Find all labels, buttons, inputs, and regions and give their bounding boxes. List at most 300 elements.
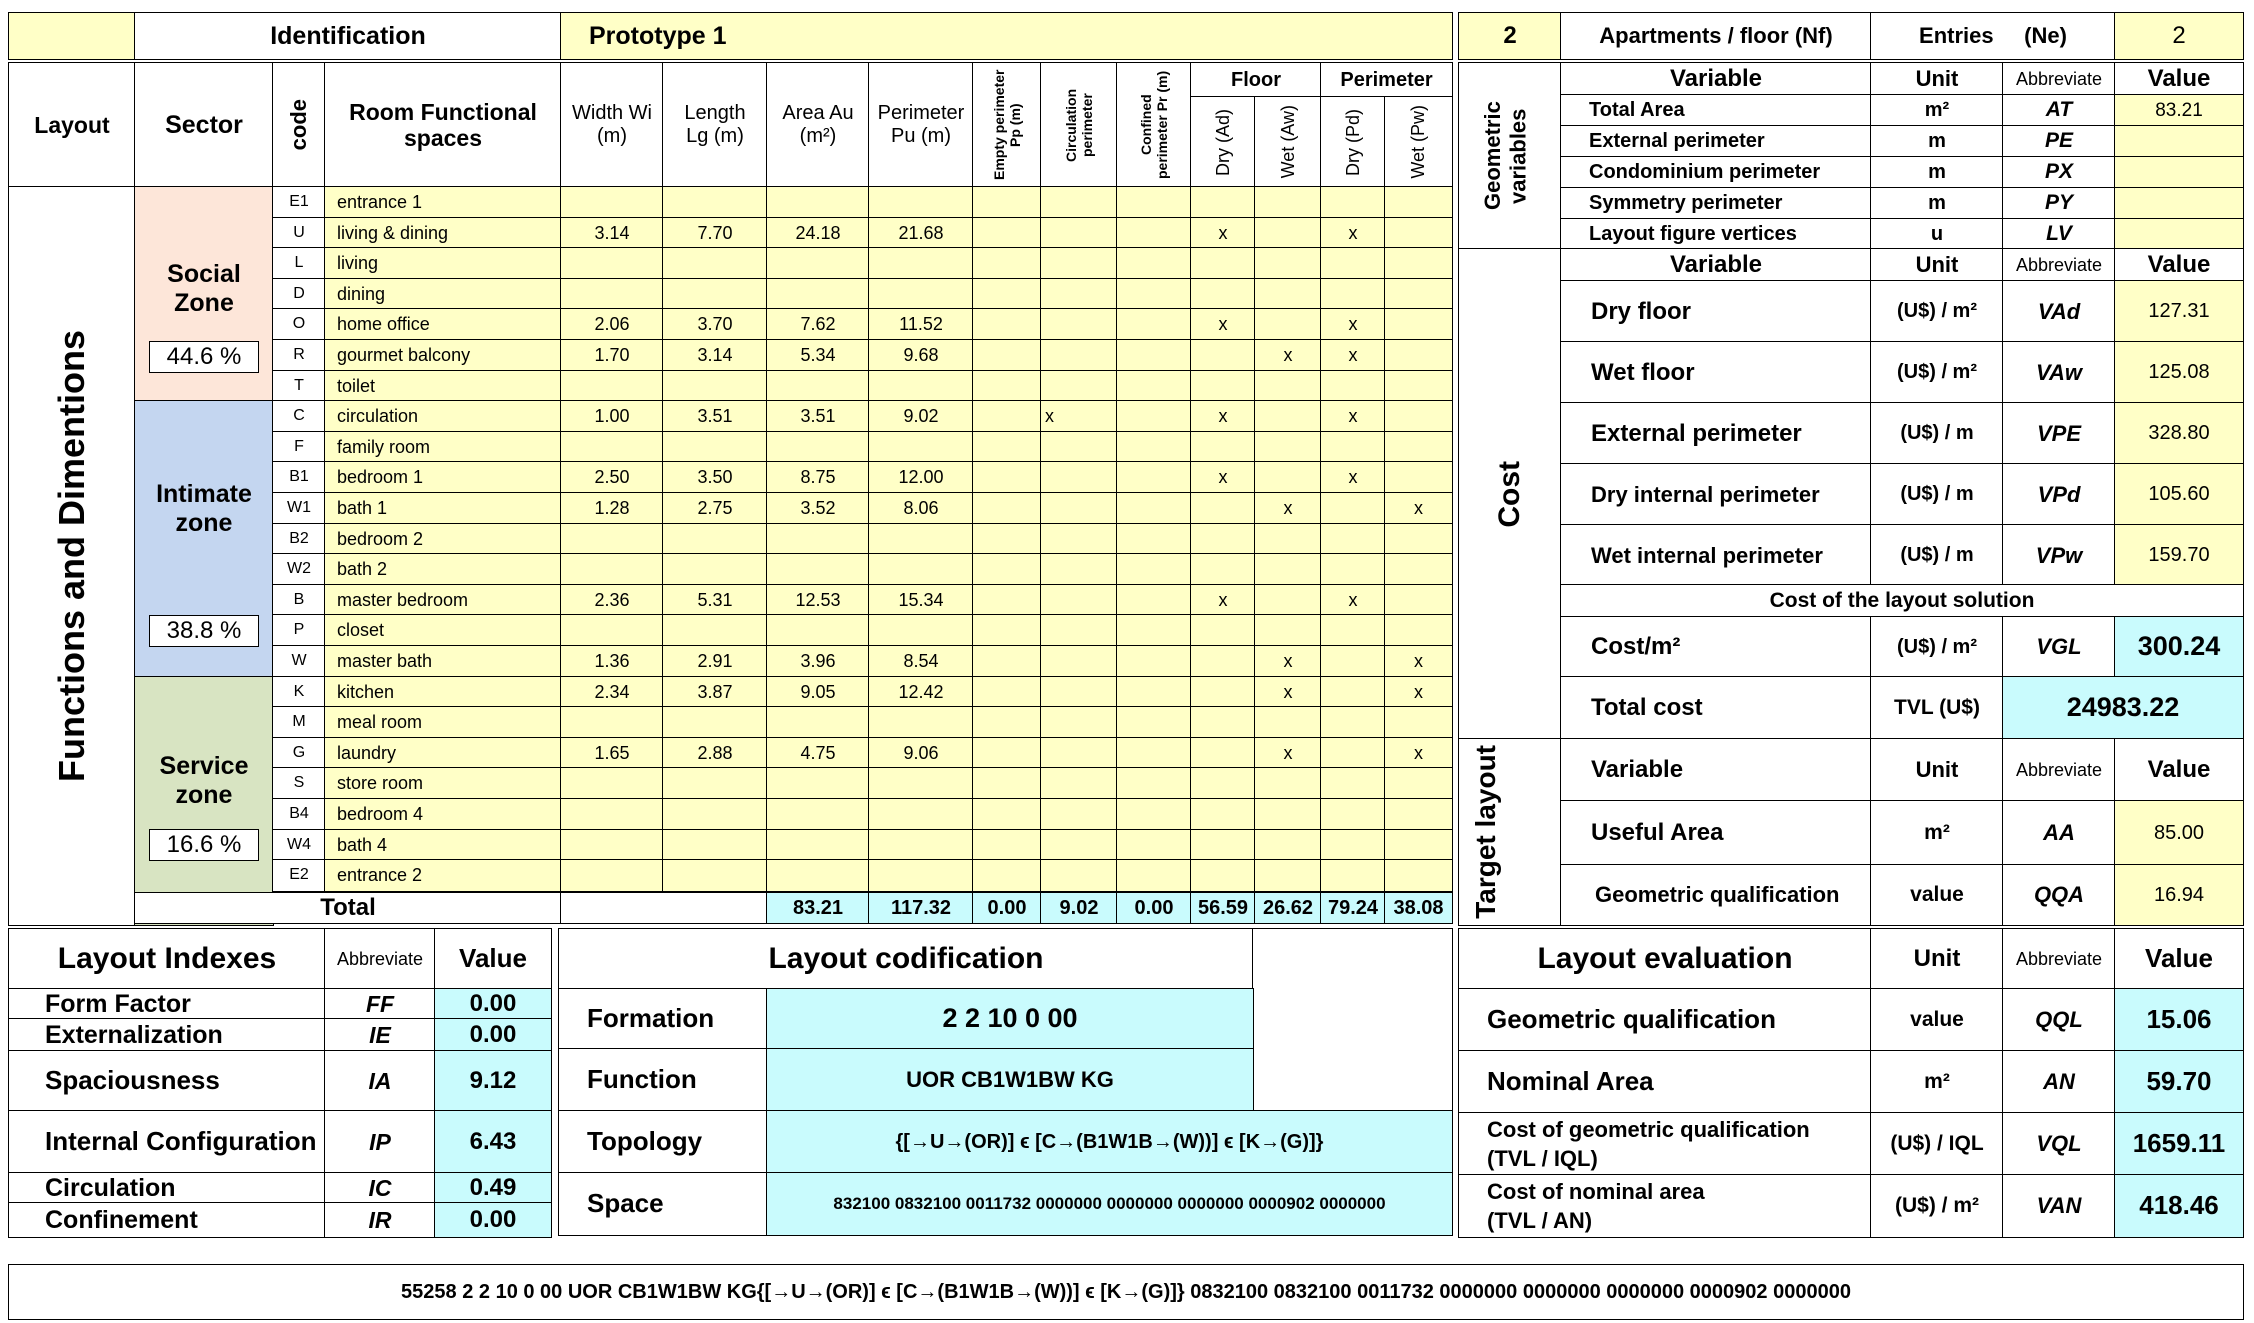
room-circulation: x	[1040, 400, 1118, 433]
room-confined	[1116, 217, 1192, 249]
geo-h-value: Value	[2114, 62, 2244, 96]
room-circulation	[1040, 492, 1118, 525]
room-confined	[1116, 523, 1192, 555]
room-name: closet	[324, 614, 562, 647]
eval-name	[1458, 988, 1872, 1052]
room-wet-aw	[1254, 400, 1322, 433]
eval-abbr: VQL	[2002, 1112, 2116, 1176]
room-dry-pd	[1320, 859, 1386, 892]
room-dry-pd	[1320, 706, 1386, 739]
room-perimeter	[868, 523, 974, 555]
index-value: 0.00	[434, 1018, 552, 1052]
total-ad: 56.59	[1190, 892, 1256, 924]
room-area	[766, 706, 870, 739]
room-length: 2.88	[662, 737, 768, 769]
room-dry-pd	[1320, 829, 1386, 861]
cost-h-abbrev: Abbreviate	[2002, 248, 2116, 282]
room-circulation	[1040, 584, 1118, 616]
index-value: 9.12	[434, 1050, 552, 1112]
total-circulation: 9.02	[1040, 892, 1118, 924]
room-dry-ad	[1190, 523, 1256, 555]
total-empty: 0.00	[972, 892, 1042, 924]
room-name: bath 4	[324, 829, 562, 861]
total-cost-name: Total cost	[1560, 676, 1872, 740]
room-wet-aw	[1254, 431, 1322, 463]
room-wet-aw	[1254, 798, 1322, 831]
geo-value: 83.21	[2114, 94, 2244, 127]
room-code: B1	[272, 461, 326, 494]
room-area: 24.18	[766, 217, 870, 249]
cost-name: Dry internal perimeter	[1560, 463, 1872, 526]
room-circulation	[1040, 278, 1118, 310]
room-perimeter	[868, 614, 974, 647]
room-dry-ad	[1190, 859, 1256, 892]
room-area	[766, 523, 870, 555]
room-empty-perimeter	[972, 339, 1042, 372]
room-dry-pd	[1320, 431, 1386, 463]
room-wet-pw	[1384, 614, 1453, 647]
room-code: E2	[272, 859, 326, 892]
room-dry-ad	[1190, 492, 1256, 525]
room-length	[662, 767, 768, 800]
eval-abbr: QQL	[2002, 988, 2116, 1052]
room-empty-perimeter	[972, 767, 1042, 800]
room-name: entrance 2	[324, 859, 562, 892]
room-circulation	[1040, 676, 1118, 708]
room-area: 4.75	[766, 737, 870, 769]
room-area	[766, 614, 870, 647]
total-perimeter: 117.32	[868, 892, 974, 924]
room-circulation	[1040, 431, 1118, 463]
room-confined	[1116, 461, 1192, 494]
room-circulation	[1040, 461, 1118, 494]
room-empty-perimeter	[972, 645, 1042, 678]
room-code: S	[272, 767, 326, 800]
room-width: 2.50	[560, 461, 664, 494]
eval-value: 1659.11	[2114, 1112, 2244, 1176]
room-name: master bedroom	[324, 584, 562, 616]
cost-abbr: VAw	[2002, 341, 2116, 404]
room-width	[560, 798, 664, 831]
cost-name: External perimeter	[1560, 402, 1872, 465]
eval-name-text: Cost of geometric qualification	[1487, 1116, 1810, 1142]
room-confined	[1116, 400, 1192, 433]
index-abbr: IP	[324, 1110, 436, 1174]
room-wet-pw	[1384, 584, 1453, 616]
room-name: living	[324, 247, 562, 280]
room-wet-pw	[1384, 370, 1453, 402]
geo-abbr: PX	[2002, 156, 2116, 189]
room-dry-ad	[1190, 370, 1256, 402]
col-empty-perimeter: Empty perimeter Pp (m)	[972, 62, 1042, 188]
cost-abbr: VPd	[2002, 463, 2116, 526]
cost-value: 105.60	[2114, 463, 2244, 526]
indexes-title: Layout Indexes	[8, 928, 326, 990]
room-circulation	[1040, 308, 1118, 341]
room-code: C	[272, 400, 326, 433]
room-wet-pw	[1384, 461, 1453, 494]
room-name: laundry	[324, 737, 562, 769]
room-dry-pd: x	[1320, 339, 1386, 372]
target-useful-value: 85.00	[2114, 800, 2244, 866]
room-wet-pw	[1384, 278, 1453, 310]
room-name: dining	[324, 278, 562, 310]
eval-unit: m²	[1870, 1050, 2004, 1114]
room-length: 2.75	[662, 492, 768, 525]
room-width	[560, 247, 664, 280]
room-confined	[1116, 308, 1192, 341]
cost-h-variable: Variable	[1560, 248, 1872, 282]
room-area	[766, 767, 870, 800]
room-dry-pd	[1320, 523, 1386, 555]
geo-unit: m	[1870, 125, 2004, 158]
target-geo-name: Geometric qualification	[1560, 864, 1872, 926]
room-name: master bath	[324, 645, 562, 678]
col-room: Room Functional spaces	[324, 62, 562, 188]
room-width	[560, 859, 664, 892]
room-length: 3.70	[662, 308, 768, 341]
room-code: B2	[272, 523, 326, 555]
room-perimeter: 9.68	[868, 339, 974, 372]
room-dry-pd	[1320, 278, 1386, 310]
zone-service	[134, 676, 274, 926]
eval-name-text: Nominal Area	[1487, 1066, 1654, 1097]
room-width: 3.14	[560, 217, 664, 249]
room-width	[560, 706, 664, 739]
room-dry-ad: x	[1190, 217, 1256, 249]
target-geo-value: 16.94	[2114, 864, 2244, 926]
eval-name	[1458, 1050, 1872, 1114]
room-area: 5.34	[766, 339, 870, 372]
col-dry-pd: Dry (Pd)	[1320, 96, 1386, 188]
room-length	[662, 829, 768, 861]
room-wet-pw	[1384, 859, 1453, 892]
room-area: 3.52	[766, 492, 870, 525]
room-perimeter: 12.00	[868, 461, 974, 494]
room-dry-pd	[1320, 370, 1386, 402]
room-confined	[1116, 584, 1192, 616]
room-perimeter	[868, 859, 974, 892]
room-width	[560, 278, 664, 310]
room-name: kitchen	[324, 676, 562, 708]
room-name: gourmet balcony	[324, 339, 562, 372]
col-wet-pw: Wet (Pw)	[1384, 96, 1453, 188]
room-wet-pw	[1384, 829, 1453, 861]
geo-name: Condominium perimeter	[1560, 156, 1872, 189]
room-dry-ad	[1190, 247, 1256, 280]
geo-name: Layout figure vertices	[1560, 218, 1872, 251]
room-empty-perimeter	[972, 308, 1042, 341]
geo-abbr: AT	[2002, 94, 2116, 127]
room-confined	[1116, 492, 1192, 525]
col-dry-ad: Dry (Ad)	[1190, 96, 1256, 188]
room-circulation	[1040, 798, 1118, 831]
footer-code: 55258 2 2 10 0 00 UOR CB1W1BW KG{[→U→(OR)] ϵ [C→(B1W1B→(W))] ϵ [K→(G)]} 0832100 0832100 0011732 0000000 0000000 0000000 0000902 0000000	[8, 1264, 2244, 1320]
room-dry-pd	[1320, 186, 1386, 219]
zone-intimate	[134, 400, 274, 678]
room-width: 2.34	[560, 676, 664, 708]
room-width: 1.28	[560, 492, 664, 525]
total-aw: 26.62	[1254, 892, 1322, 924]
room-length	[662, 370, 768, 402]
room-wet-aw	[1254, 706, 1322, 739]
room-wet-aw: x	[1254, 645, 1322, 678]
room-circulation	[1040, 217, 1118, 249]
index-value: 6.43	[434, 1110, 552, 1174]
target-h-variable: Variable	[1560, 738, 1872, 802]
target-useful-abbr: AA	[2002, 800, 2116, 866]
apartments-label: Apartments / floor (Nf)	[1560, 12, 1872, 60]
cost-unit: (U$) / m	[1870, 524, 2004, 587]
col-circulation: Circulation perimeter	[1040, 62, 1118, 188]
room-area	[766, 186, 870, 219]
target-useful-unit: m²	[1870, 800, 2004, 866]
apartments-value: 2	[1458, 12, 1562, 60]
target-h-unit: Unit	[1870, 738, 2004, 802]
room-dry-ad	[1190, 553, 1256, 586]
room-dry-pd	[1320, 767, 1386, 800]
room-dry-ad	[1190, 431, 1256, 463]
room-confined	[1116, 829, 1192, 861]
room-length	[662, 431, 768, 463]
eval-abbr: AN	[2002, 1050, 2116, 1114]
room-wet-aw	[1254, 308, 1322, 341]
geo-name: Total Area	[1560, 94, 1872, 127]
room-dry-ad: x	[1190, 461, 1256, 494]
cod-space-name: Space	[558, 1172, 768, 1236]
target-h-abbrev: Abbreviate	[2002, 738, 2116, 802]
room-area	[766, 431, 870, 463]
room-area: 12.53	[766, 584, 870, 616]
room-dry-ad	[1190, 798, 1256, 831]
room-wet-pw	[1384, 308, 1453, 341]
room-wet-pw	[1384, 339, 1453, 372]
geo-h-unit: Unit	[1870, 62, 2004, 96]
index-value: 0.49	[434, 1172, 552, 1204]
prototype-title: Prototype 1	[560, 12, 1453, 60]
room-name: meal room	[324, 706, 562, 739]
room-dry-ad: x	[1190, 400, 1256, 433]
target-geo-unit: value	[1870, 864, 2004, 926]
room-dry-pd	[1320, 553, 1386, 586]
room-code: K	[272, 676, 326, 708]
col-wet-aw: Wet (Aw)	[1254, 96, 1322, 188]
room-width	[560, 767, 664, 800]
room-name: bath 2	[324, 553, 562, 586]
index-name: Spaciousness	[8, 1050, 326, 1112]
room-name: store room	[324, 767, 562, 800]
col-perimeter: Perimeter Pu (m)	[868, 62, 974, 188]
room-empty-perimeter	[972, 859, 1042, 892]
total-confined: 0.00	[1116, 892, 1192, 924]
room-code: W2	[272, 553, 326, 586]
room-confined	[1116, 247, 1192, 280]
room-code: E1	[272, 186, 326, 219]
index-name: Confinement	[8, 1202, 326, 1238]
room-width: 1.00	[560, 400, 664, 433]
target-useful-name: Useful Area	[1560, 800, 1872, 866]
cod-function-name: Function	[558, 1048, 768, 1112]
room-dry-pd	[1320, 247, 1386, 280]
room-name: entrance 1	[324, 186, 562, 219]
room-confined	[1116, 706, 1192, 739]
total-area: 83.21	[766, 892, 870, 924]
cost-name: Wet internal perimeter	[1560, 524, 1872, 587]
room-confined	[1116, 431, 1192, 463]
total-cost-unit: TVL (U$)	[1870, 676, 2004, 740]
room-length	[662, 553, 768, 586]
cost-abbr: VPE	[2002, 402, 2116, 465]
room-perimeter	[868, 370, 974, 402]
room-empty-perimeter	[972, 186, 1042, 219]
room-perimeter	[868, 553, 974, 586]
cost-unit: (U$) / m	[1870, 463, 2004, 526]
room-confined	[1116, 370, 1192, 402]
room-area: 7.62	[766, 308, 870, 341]
room-circulation	[1040, 523, 1118, 555]
room-dry-ad	[1190, 339, 1256, 372]
room-wet-aw	[1254, 217, 1322, 249]
room-name: living & dining	[324, 217, 562, 249]
room-empty-perimeter	[972, 492, 1042, 525]
room-perimeter: 12.42	[868, 676, 974, 708]
zone-name: Social Zone	[167, 260, 241, 317]
eval-unit: (U$) / IQL	[1870, 1112, 2004, 1176]
room-perimeter: 8.54	[868, 645, 974, 678]
room-name: family room	[324, 431, 562, 463]
room-empty-perimeter	[972, 431, 1042, 463]
cost-m2-name: Cost/m²	[1560, 616, 1872, 678]
room-dry-pd: x	[1320, 308, 1386, 341]
room-wet-aw	[1254, 829, 1322, 861]
room-wet-pw: x	[1384, 676, 1453, 708]
zone-name: Intimate zone	[156, 480, 252, 537]
room-perimeter: 8.06	[868, 492, 974, 525]
header-blank	[8, 12, 136, 60]
room-dry-ad	[1190, 676, 1256, 708]
eval-value: 59.70	[2114, 1050, 2244, 1114]
geo-unit: m	[1870, 156, 2004, 189]
room-length: 5.31	[662, 584, 768, 616]
room-width: 1.70	[560, 339, 664, 372]
room-wet-aw: x	[1254, 492, 1322, 525]
room-circulation	[1040, 829, 1118, 861]
room-area: 8.75	[766, 461, 870, 494]
room-confined	[1116, 767, 1192, 800]
room-code: G	[272, 737, 326, 769]
cost-m2-unit: (U$) / m²	[1870, 616, 2004, 678]
cost-value: 159.70	[2114, 524, 2244, 587]
room-empty-perimeter	[972, 400, 1042, 433]
eval-value: 418.46	[2114, 1174, 2244, 1238]
room-area	[766, 247, 870, 280]
index-name: Form Factor	[8, 988, 326, 1020]
room-dry-ad	[1190, 829, 1256, 861]
geo-value	[2114, 125, 2244, 158]
col-area: Area Au (m²)	[766, 62, 870, 188]
index-name: Internal Configuration	[8, 1110, 326, 1174]
cost-value: 328.80	[2114, 402, 2244, 465]
cod-formation-value: 2 2 10 0 00	[766, 988, 1254, 1050]
room-width: 2.06	[560, 308, 664, 341]
room-area	[766, 829, 870, 861]
room-dry-pd: x	[1320, 584, 1386, 616]
zone-percent: 16.6 %	[149, 829, 259, 861]
room-area: 3.96	[766, 645, 870, 678]
cost-value: 125.08	[2114, 341, 2244, 404]
room-wet-pw	[1384, 400, 1453, 433]
room-wet-pw: x	[1384, 645, 1453, 678]
total-cost-value: 24983.22	[2002, 676, 2244, 740]
geometric-title: Geometric variables	[1458, 62, 1562, 250]
room-code: W4	[272, 829, 326, 861]
room-perimeter: 15.34	[868, 584, 974, 616]
cost-m2-value: 300.24	[2114, 616, 2244, 678]
room-perimeter	[868, 278, 974, 310]
room-width	[560, 186, 664, 219]
room-perimeter	[868, 829, 974, 861]
geo-value	[2114, 187, 2244, 220]
identification-label: Identification	[134, 12, 562, 60]
room-wet-aw	[1254, 859, 1322, 892]
cost-h-unit: Unit	[1870, 248, 2004, 282]
room-code: O	[272, 308, 326, 341]
cod-function-value: UOR CB1W1BW KG	[766, 1048, 1254, 1112]
room-circulation	[1040, 767, 1118, 800]
room-length	[662, 186, 768, 219]
geo-value	[2114, 156, 2244, 189]
cost-m2-abbr: VGL	[2002, 616, 2116, 678]
cost-abbr: VPw	[2002, 524, 2116, 587]
room-wet-aw	[1254, 584, 1322, 616]
room-code: B4	[272, 798, 326, 831]
room-wet-pw	[1384, 706, 1453, 739]
room-perimeter	[868, 798, 974, 831]
room-circulation	[1040, 614, 1118, 647]
room-perimeter	[868, 431, 974, 463]
col-code: code	[272, 62, 326, 188]
index-name: Circulation	[8, 1172, 326, 1204]
cost-abbr: VAd	[2002, 280, 2116, 343]
room-perimeter: 9.02	[868, 400, 974, 433]
room-dry-ad	[1190, 614, 1256, 647]
room-circulation	[1040, 339, 1118, 372]
room-wet-aw	[1254, 278, 1322, 310]
room-confined	[1116, 645, 1192, 678]
room-confined	[1116, 553, 1192, 586]
room-length: 3.14	[662, 339, 768, 372]
cost-h-value: Value	[2114, 248, 2244, 282]
room-width	[560, 370, 664, 402]
room-width	[560, 553, 664, 586]
cost-name: Dry floor	[1560, 280, 1872, 343]
room-wet-pw	[1384, 798, 1453, 831]
indexes-h-value: Value	[434, 928, 552, 990]
index-value: 0.00	[434, 988, 552, 1020]
room-code: U	[272, 217, 326, 249]
room-code: P	[272, 614, 326, 647]
room-perimeter: 9.06	[868, 737, 974, 769]
room-name: toilet	[324, 370, 562, 402]
room-area	[766, 798, 870, 831]
room-circulation	[1040, 247, 1118, 280]
room-length: 3.50	[662, 461, 768, 494]
room-wet-pw	[1384, 186, 1453, 219]
room-width	[560, 523, 664, 555]
room-name: bedroom 4	[324, 798, 562, 831]
entries-label: Entries (Ne)	[1870, 12, 2116, 60]
room-wet-aw: x	[1254, 676, 1322, 708]
